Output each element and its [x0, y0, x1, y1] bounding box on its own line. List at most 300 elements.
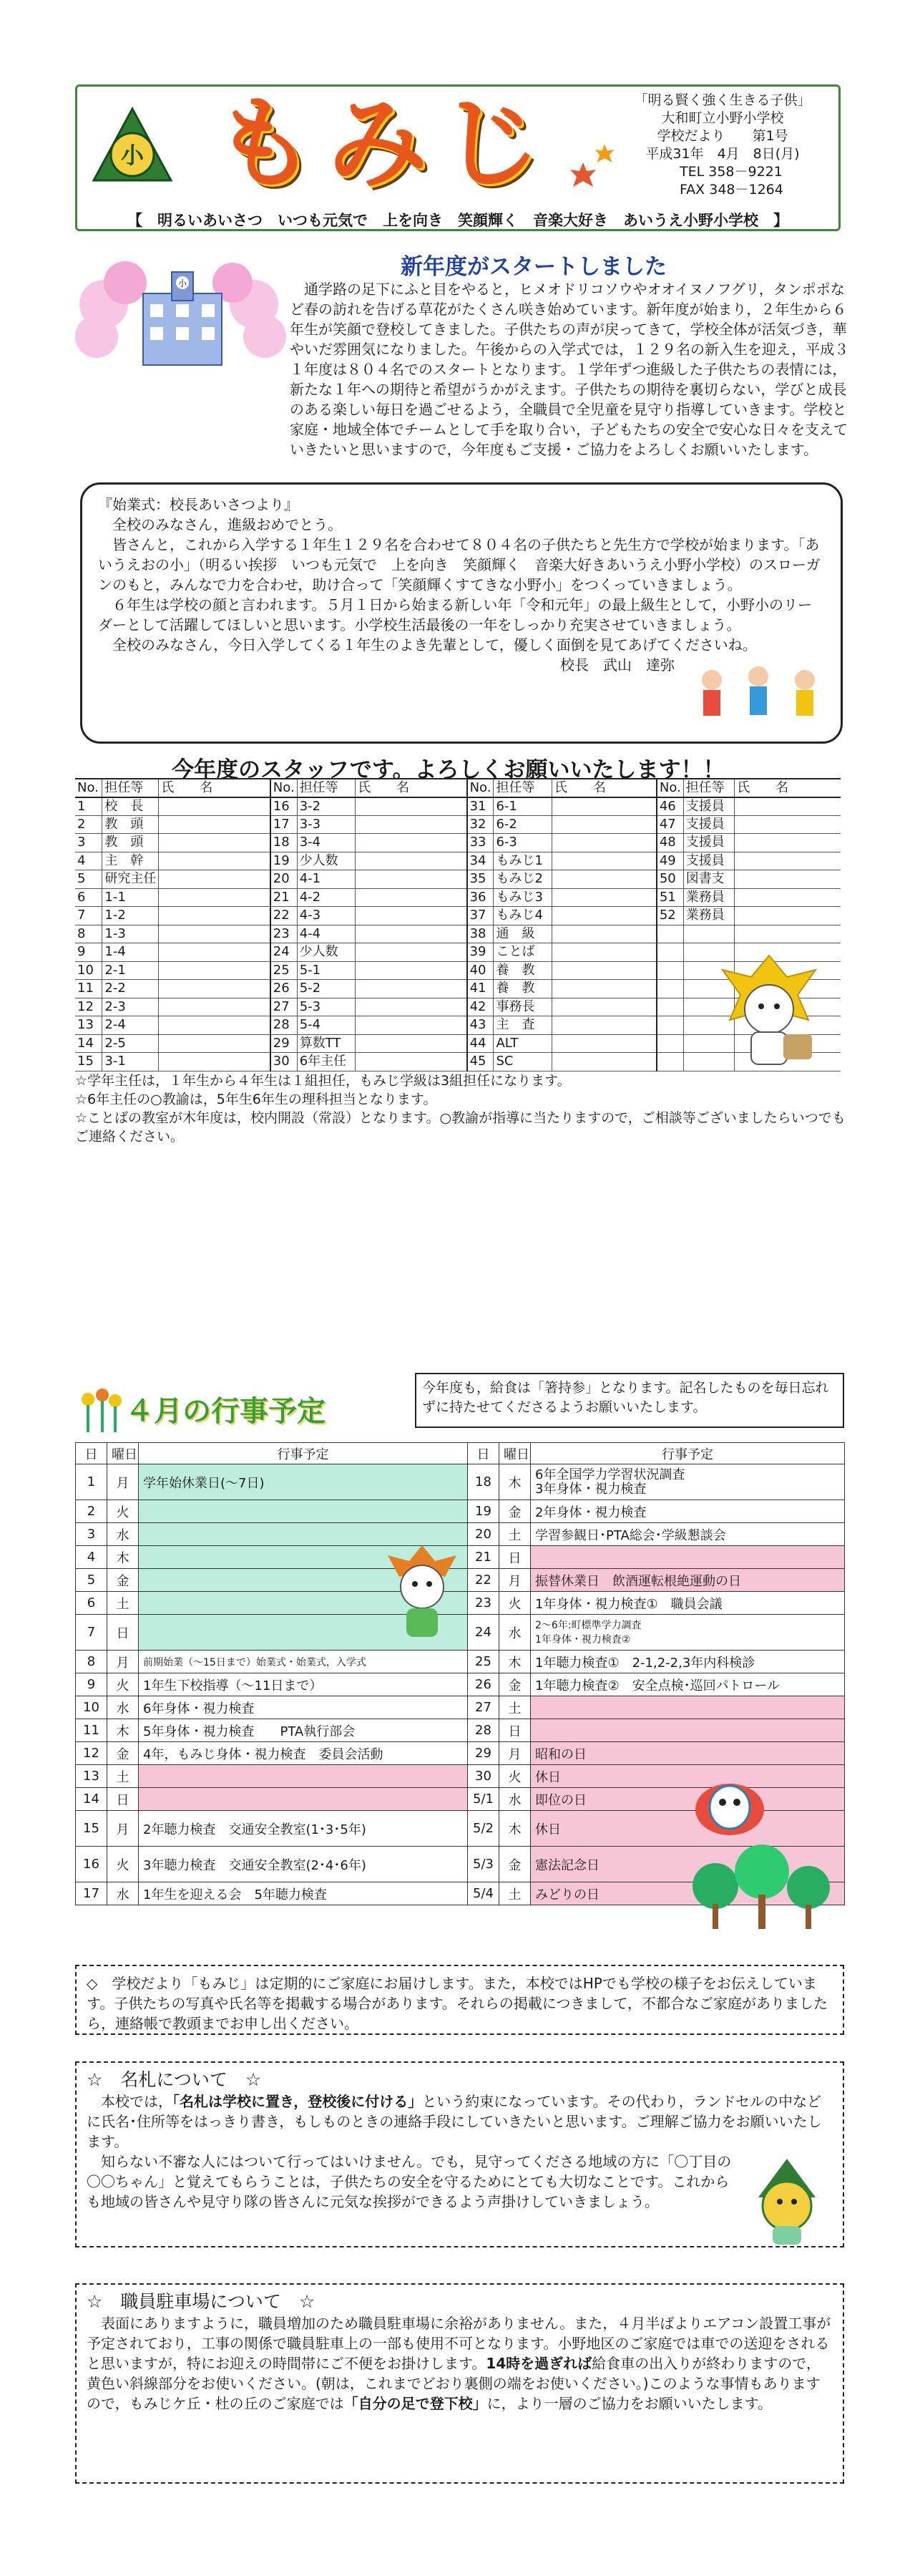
event-day: 4 — [76, 1546, 107, 1569]
logo-text: 小 — [120, 142, 145, 169]
staff-name — [735, 834, 841, 852]
staff-no: 16 — [270, 797, 297, 816]
staff-row — [75, 815, 841, 834]
staff-role: 1-4 — [102, 943, 159, 962]
event-day: 20 — [468, 1523, 499, 1546]
event-day: 5/1 — [468, 1788, 499, 1811]
staff-no — [657, 1053, 683, 1071]
staff-no: 6 — [75, 888, 102, 907]
staff-header-cell: 氏 名 — [735, 779, 841, 797]
notice-highlight: 「自分の足で登下校」 — [343, 2395, 487, 2412]
tree-icon — [687, 1836, 833, 1933]
notice-text: 給食車の出入りが終わりますので，黄色い斜線部分をお使いください。(朝は，これまでどおり裏側の端をお使いください。)このような事情もありますので，もみじケ丘・杜の丘のご家庭では — [87, 2355, 821, 2412]
staff-role: ALT — [494, 1034, 552, 1053]
event-weekday: 土 — [107, 1592, 139, 1615]
events-title: ４月の行事予定 — [125, 1395, 326, 1428]
event-description: 学年始休業日(～7日) — [139, 1464, 468, 1500]
staff-no: 33 — [467, 834, 494, 852]
section-body — [75, 279, 851, 460]
staff-name — [356, 834, 467, 852]
staff-no: 8 — [75, 925, 102, 943]
event-description: 1年生を迎える会 5年聴力検査 — [139, 1882, 468, 1905]
event-day: 26 — [468, 1673, 499, 1696]
notice-text: という約束になっています。その代わり，ランドセルの中などに氏名･住所等をはっきり書き，もしものときの連絡手段にしていきたいと思います。ご理解ご協力をお願いいたします。 — [87, 2093, 822, 2150]
staff-name — [159, 907, 270, 925]
staff-role: 5-3 — [297, 998, 356, 1016]
event-weekday: 金 — [499, 1847, 531, 1882]
staff-header-cell: No. — [270, 779, 297, 797]
staff-no: 31 — [467, 797, 494, 816]
staff-header-cell: No. — [657, 779, 683, 797]
staff-role: 主 査 — [494, 1016, 552, 1035]
staff-name — [552, 888, 656, 907]
event-weekday: 日 — [107, 1615, 139, 1651]
staff-name — [356, 943, 467, 962]
events-row — [76, 1464, 845, 1500]
event-description — [139, 1788, 468, 1811]
staff-no: 29 — [270, 1034, 297, 1053]
staff-no — [657, 943, 683, 962]
school-motto: 【 明るいあいさつ いつも元気で 上を向き 笑顔輝く 音楽大好き あいうえ小野小学校 】 — [127, 212, 788, 229]
event-weekday: 土 — [499, 1523, 531, 1546]
section-title: 新年度がスタートしました — [401, 254, 667, 280]
staff-role: 支援員 — [683, 852, 734, 870]
header-info — [612, 92, 833, 199]
staff-role: 支援員 — [683, 797, 734, 816]
issue-number: 学校だより 第1号 — [657, 128, 788, 144]
event-day: 2 — [76, 1500, 107, 1523]
event-day: 16 — [76, 1847, 107, 1882]
staff-role: 算数TT — [297, 1034, 356, 1053]
staff-name — [356, 925, 467, 943]
staff-row — [75, 852, 841, 870]
section-paragraph: 通学路の足下にふと目をやると，ヒメオドリコソウやオオイヌノフグリ，タンポポなど春の訪れを告げる草花がたくさん咲き始めています。新年度が始まり，２年生から６年生が笑顔で登校してきました。子供たちの声が戻ってきて，学校全体が活気づき，華やいだ雰囲気になりました。午後からの入学式では，１２９名の新入生を迎え，平成３１年度は８０４名でのスタートとなります。１学年ずつ進級した子供たちの表情には，新たな１年への期待と希望がうかがえます。子供たちの期待を裏切らない，学びと成長のある楽しい毎日を過ごせるよう，全職員で全児童を見守り指導していきます。学校と家庭・地域全体でチームとして手を取り合い，子どもたちの安全で安心な日々を支えていきたいと思いますので，今年度もご支援・ご協力をよろしくお願いいたします。 — [290, 281, 849, 458]
event-description: 憲法記念日 — [531, 1847, 845, 1882]
staff-no: 1 — [75, 797, 102, 816]
staff-row — [75, 888, 841, 907]
staff-name — [159, 797, 270, 816]
event-description: 2年身体・視力検査 — [531, 1500, 845, 1523]
staff-no: 45 — [467, 1053, 494, 1071]
staff-row — [75, 834, 841, 852]
staff-no: 5 — [75, 870, 102, 889]
staff-role: 6年主任 — [297, 1053, 356, 1071]
staff-role: 4-3 — [297, 907, 356, 925]
staff-no: 15 — [75, 1053, 102, 1071]
staff-role: 1-2 — [102, 907, 159, 925]
staff-no: 22 — [270, 907, 297, 925]
staff-no: 27 — [270, 998, 297, 1016]
staff-no: 32 — [467, 815, 494, 834]
staff-no: 42 — [467, 998, 494, 1016]
events-row — [76, 1742, 845, 1765]
staff-name — [552, 1053, 656, 1071]
event-day: 5/4 — [468, 1882, 499, 1905]
staff-role: 4-1 — [297, 870, 356, 889]
staff-no: 9 — [75, 943, 102, 962]
staff-name — [735, 925, 841, 943]
staff-role: もみじ4 — [494, 907, 552, 925]
staff-role: もみじ3 — [494, 888, 552, 907]
staff-role: 養 教 — [494, 961, 552, 980]
events-header-cell: 曜日 — [499, 1443, 531, 1464]
staff-no: 2 — [75, 815, 102, 834]
staff-no: 47 — [657, 815, 683, 834]
event-day: 14 — [76, 1788, 107, 1811]
event-day: 11 — [76, 1719, 107, 1742]
events-header-cell: 行事予定 — [531, 1443, 845, 1464]
staff-role: 5-2 — [297, 980, 356, 998]
staff-no — [657, 1016, 683, 1035]
staff-role: 2-1 — [102, 961, 159, 980]
staff-name — [159, 1016, 270, 1035]
event-weekday: 火 — [499, 1592, 531, 1615]
event-description: 休日 — [531, 1811, 845, 1847]
notice-text: 表面にありますように，職員増加のため職員駐車場に余裕がありません。また，４月半ばよりエアコン設置工事が予定されており，工事の関係で職員駐車上の一部も使用不可となります。小野地区のご家庭では車での送迎をされると思いますが，特にお迎えの時間帯にご不便をお掛けします。 — [87, 2315, 831, 2372]
event-day: 15 — [76, 1811, 107, 1847]
staff-header-cell: 担任等 — [683, 779, 734, 797]
staff-role: 少人数 — [297, 943, 356, 962]
staff-name — [552, 815, 656, 834]
staff-no: 48 — [657, 834, 683, 852]
school-name: 大和町立小野小学校 — [661, 110, 784, 126]
event-weekday: 月 — [499, 1742, 531, 1765]
staff-no: 14 — [75, 1034, 102, 1053]
staff-no: 25 — [270, 961, 297, 980]
staff-role: もみじ1 — [494, 852, 552, 870]
notice-text: に，より一層のご協力をお願いいたします。 — [486, 2395, 773, 2412]
owl-icon — [690, 1775, 769, 1839]
maple-leaf-icon — [569, 161, 597, 190]
staff-name — [552, 1016, 656, 1035]
event-description: 休日 — [531, 1765, 845, 1788]
staff-role: 6-3 — [494, 834, 552, 852]
event-description: 学習参観日･PTA総会･学級懇談会 — [531, 1523, 845, 1546]
event-weekday: 金 — [107, 1569, 139, 1592]
staff-name — [159, 888, 270, 907]
event-weekday: 水 — [499, 1615, 531, 1651]
staff-header-cell: 氏 名 — [159, 779, 270, 797]
staff-no: 44 — [467, 1034, 494, 1053]
greeting-line: 皆さんと，これから入学する１年生１２９名を合わせて８０４名の子供たちと先生方で学校が始まります。「あいうえおの小」（明るい挨拶 いつも元気で 上を向き 笑顔輝く 音楽大好きあいうえ小野小学校）のスローガンのもと，みんなで力を合わせ，助け合って「笑顔輝くすてきな小野小」をつくっていきましょう。 — [98, 536, 821, 593]
event-weekday: 木 — [107, 1546, 139, 1569]
event-description — [139, 1765, 468, 1788]
events-header-cell: 日 — [468, 1443, 499, 1464]
staff-note: ☆6年主任の○教諭は，5年生6年生の理科担当となります。 — [75, 1092, 437, 1107]
staff-title: 今年度のスタッフです。よろしくお願いいたします！！ — [172, 757, 725, 783]
staff-no: 23 — [270, 925, 297, 943]
staff-header-cell: 氏 名 — [552, 779, 656, 797]
events-row — [76, 1651, 845, 1673]
event-weekday: 金 — [107, 1742, 139, 1765]
issue-date: 平成31年 4月 8日(月) — [645, 146, 800, 162]
event-weekday: 金 — [499, 1500, 531, 1523]
greeting-heading: 『始業式：校長あいさつより』 — [98, 496, 298, 513]
event-description: 4年，もみじ身体・視力検査 委員会活動 — [139, 1742, 468, 1765]
event-weekday: 土 — [499, 1696, 531, 1719]
event-weekday: 火 — [107, 1500, 139, 1523]
staff-name — [356, 980, 467, 998]
staff-row — [75, 925, 841, 943]
children-icon — [683, 658, 833, 730]
staff-name — [552, 852, 656, 870]
notice-highlight: 「名札は学校に置き，登校後に付ける」 — [172, 2093, 423, 2110]
staff-role: 1-1 — [102, 888, 159, 907]
event-description: 昭和の日 — [531, 1742, 845, 1765]
notice-title: ☆ 名札について ☆ — [87, 2069, 262, 2090]
event-weekday: 水 — [499, 1788, 531, 1811]
staff-no: 28 — [270, 1016, 297, 1035]
staff-role: SC — [494, 1053, 552, 1071]
staff-role: 2-2 — [102, 980, 159, 998]
staff-name — [735, 797, 841, 816]
staff-name — [356, 888, 467, 907]
event-description: 6年全国学力学習状況調査 3年身体・視力検査 — [531, 1464, 845, 1500]
events-header-row — [76, 1443, 845, 1464]
staff-name — [735, 888, 841, 907]
staff-role: 3-4 — [297, 834, 356, 852]
event-weekday: 木 — [499, 1811, 531, 1847]
staff-no: 4 — [75, 852, 102, 870]
staff-role: 校 長 — [102, 797, 159, 816]
event-day: 19 — [468, 1500, 499, 1523]
staff-header-cell: 担任等 — [102, 779, 159, 797]
event-description — [531, 1546, 845, 1569]
staff-name — [159, 1053, 270, 1071]
event-day: 27 — [468, 1696, 499, 1719]
staff-role: 4-4 — [297, 925, 356, 943]
staff-name — [356, 852, 467, 870]
staff-name — [356, 961, 467, 980]
event-day: 23 — [468, 1592, 499, 1615]
staff-no: 51 — [657, 888, 683, 907]
event-day: 3 — [76, 1523, 107, 1546]
notice-highlight: 14時を過ぎれば — [486, 2355, 592, 2372]
event-day: 18 — [468, 1464, 499, 1500]
staff-name — [356, 815, 467, 834]
event-day: 21 — [468, 1546, 499, 1569]
staff-name — [552, 998, 656, 1016]
event-weekday: 月 — [499, 1569, 531, 1592]
events-row — [76, 1500, 845, 1523]
staff-role: 2-4 — [102, 1016, 159, 1035]
events-row — [76, 1719, 845, 1742]
staff-no: 35 — [467, 870, 494, 889]
slogan: 「明る賢く強く生きる子供」 — [634, 92, 811, 108]
event-day: 5/3 — [468, 1847, 499, 1882]
event-day: 8 — [76, 1651, 107, 1673]
event-description: 2年聴力検査 交通安全教室(1･3･5年) — [139, 1811, 468, 1847]
greeting-line: 全校のみなさん，進級おめでとう。 — [112, 516, 343, 533]
event-weekday: 日 — [107, 1788, 139, 1811]
event-day: 5 — [76, 1569, 107, 1592]
staff-header-cell: 担任等 — [494, 779, 552, 797]
greeting-line: 全校のみなさん，今日入学してくる１年生のよき先輩として，優しく面倒を見てあげてくださいね。 — [112, 636, 757, 653]
staff-role: 教 頭 — [102, 815, 159, 834]
flower-icon — [75, 1385, 125, 1435]
staff-role: 通 級 — [494, 925, 552, 943]
notice-box — [75, 2283, 844, 2484]
event-weekday: 火 — [107, 1847, 139, 1882]
events-row — [76, 1696, 845, 1719]
staff-role: 支援員 — [683, 815, 734, 834]
staff-no — [657, 925, 683, 943]
staff-no: 13 — [75, 1016, 102, 1035]
staff-name — [159, 815, 270, 834]
event-day: 9 — [76, 1673, 107, 1696]
school-label: 小 — [177, 278, 187, 288]
notice-paragraph: 知らない不審な人にはついて行ってはいけません。でも，見守ってくださる地域の方に「〇丁目の〇〇ちゃん」と覚えてもらうことは，子供たちの安全を守るためにとても大切なことです。これからも地域の皆さんや見守り隊の皆さんに元気な挨拶ができるよう声掛けしていきましょう。 — [87, 2153, 732, 2210]
staff-no: 43 — [467, 1016, 494, 1035]
event-description — [531, 1696, 845, 1719]
staff-role: 6-1 — [494, 797, 552, 816]
staff-name — [552, 797, 656, 816]
staff-name — [356, 907, 467, 925]
staff-role: 5-4 — [297, 1016, 356, 1035]
event-day: 29 — [468, 1742, 499, 1765]
staff-no: 40 — [467, 961, 494, 980]
staff-notes — [75, 1071, 848, 1146]
event-day: 24 — [468, 1615, 499, 1651]
staff-no: 10 — [75, 961, 102, 980]
notice-title: ☆ 職員駐車場について ☆ — [87, 2291, 315, 2312]
staff-header-row — [75, 779, 841, 797]
staff-no: 11 — [75, 980, 102, 998]
staff-no: 18 — [270, 834, 297, 852]
staff-role: 業務員 — [683, 907, 734, 925]
notice-text: 本校では， — [101, 2093, 172, 2110]
staff-name — [552, 925, 656, 943]
staff-no: 50 — [657, 870, 683, 889]
event-day: 17 — [76, 1882, 107, 1905]
event-weekday: 金 — [499, 1673, 531, 1696]
staff-role: 支援員 — [683, 834, 734, 852]
staff-no — [657, 961, 683, 980]
staff-header-cell: No. — [75, 779, 102, 797]
event-description: 3年聴力検査 交通安全教室(2･4･6年) — [139, 1847, 468, 1882]
staff-name — [735, 815, 841, 834]
event-description — [139, 1500, 468, 1523]
event-day: 30 — [468, 1765, 499, 1788]
event-weekday: 日 — [499, 1546, 531, 1569]
staff-name — [735, 870, 841, 889]
staff-no: 17 — [270, 815, 297, 834]
event-weekday: 木 — [499, 1651, 531, 1673]
event-description — [531, 1719, 845, 1742]
mascot-icon — [715, 952, 823, 1077]
event-weekday: 月 — [107, 1811, 139, 1847]
masthead-title: もみじ — [215, 86, 554, 203]
staff-name — [159, 870, 270, 889]
staff-role — [683, 925, 734, 943]
event-day: 13 — [76, 1765, 107, 1788]
staff-role: 研究主任 — [102, 870, 159, 889]
telephone: TEL 358－9221 — [680, 164, 783, 180]
event-description: 振替休業日 飲酒運転根絶運動の日 — [531, 1569, 845, 1592]
event-day: 22 — [468, 1569, 499, 1592]
staff-no: 49 — [657, 852, 683, 870]
event-weekday: 水 — [107, 1523, 139, 1546]
staff-no: 20 — [270, 870, 297, 889]
staff-header-cell: 氏 名 — [356, 779, 467, 797]
staff-name — [159, 998, 270, 1016]
staff-role: 事務長 — [494, 998, 552, 1016]
event-weekday: 土 — [499, 1882, 531, 1905]
event-weekday: 月 — [107, 1651, 139, 1673]
event-weekday: 水 — [107, 1696, 139, 1719]
staff-role: もみじ2 — [494, 870, 552, 889]
staff-name — [552, 870, 656, 889]
event-description: 1年聴力検査② 安全点検･巡回パトロール — [531, 1673, 845, 1696]
staff-role: 2-5 — [102, 1034, 159, 1053]
staff-role: 主 幹 — [102, 852, 159, 870]
staff-name — [356, 1034, 467, 1053]
events-header-cell: 日 — [76, 1443, 107, 1464]
staff-name — [356, 1016, 467, 1035]
event-description: 1年身体・視力検査① 職員会議 — [531, 1592, 845, 1615]
staff-header-cell: 担任等 — [297, 779, 356, 797]
event-day: 6 — [76, 1592, 107, 1615]
event-weekday: 土 — [107, 1765, 139, 1788]
staff-no: 19 — [270, 852, 297, 870]
staff-no: 52 — [657, 907, 683, 925]
event-day: 12 — [76, 1742, 107, 1765]
staff-name — [552, 834, 656, 852]
staff-note: ☆ことばの教室が木年度は，校内開設（常設）となります。○教諭が指導に当たりますので，ご相談等ございましたらいつでもご連絡ください。 — [75, 1110, 846, 1144]
staff-no — [657, 1034, 683, 1053]
event-weekday: 木 — [107, 1719, 139, 1742]
staff-no: 7 — [75, 907, 102, 925]
event-weekday: 日 — [499, 1719, 531, 1742]
event-day: 5/2 — [468, 1811, 499, 1847]
event-weekday: 水 — [107, 1882, 139, 1905]
lunch-note: 今年度も，給食は「箸持参」となります。記名したものを毎日忘れずに持たせてくださるようお願いいたします。 — [415, 1373, 844, 1428]
events-header-cell: 曜日 — [107, 1443, 139, 1464]
staff-no: 24 — [270, 943, 297, 962]
notice-box — [75, 2061, 844, 2247]
staff-note: ☆学年主任は，１年生から４年生は１組担任，もみじ学級は3組担任になります。 — [75, 1073, 571, 1089]
staff-name — [735, 907, 841, 925]
staff-role: 少人数 — [297, 852, 356, 870]
fax: FAX 348－1264 — [680, 182, 783, 198]
staff-name — [159, 1034, 270, 1053]
event-description: 即位の日 — [531, 1788, 845, 1811]
event-weekday: 火 — [107, 1673, 139, 1696]
event-day: 7 — [76, 1615, 107, 1651]
turtle-mascot-icon — [744, 2154, 830, 2247]
staff-name — [159, 980, 270, 998]
staff-name — [159, 852, 270, 870]
event-day: 10 — [76, 1696, 107, 1719]
staff-row — [75, 870, 841, 889]
staff-no: 30 — [270, 1053, 297, 1071]
mascot-icon — [379, 1542, 465, 1643]
staff-role: 5-1 — [297, 961, 356, 980]
principal-signature: 校長 武山 達弥 — [560, 656, 675, 674]
staff-role: 3-3 — [297, 815, 356, 834]
staff-name — [552, 961, 656, 980]
staff-name — [552, 907, 656, 925]
event-weekday: 月 — [107, 1464, 139, 1500]
staff-header-cell: No. — [467, 779, 494, 797]
staff-no: 21 — [270, 888, 297, 907]
staff-role: 1-3 — [102, 925, 159, 943]
event-description: 前期始業（～15日まで）始業式・始業式，入学式 — [139, 1651, 468, 1673]
staff-name — [552, 980, 656, 998]
staff-name — [159, 961, 270, 980]
event-description: 1年生下校指導（～11日まで） — [139, 1673, 468, 1696]
staff-role: 6-2 — [494, 815, 552, 834]
